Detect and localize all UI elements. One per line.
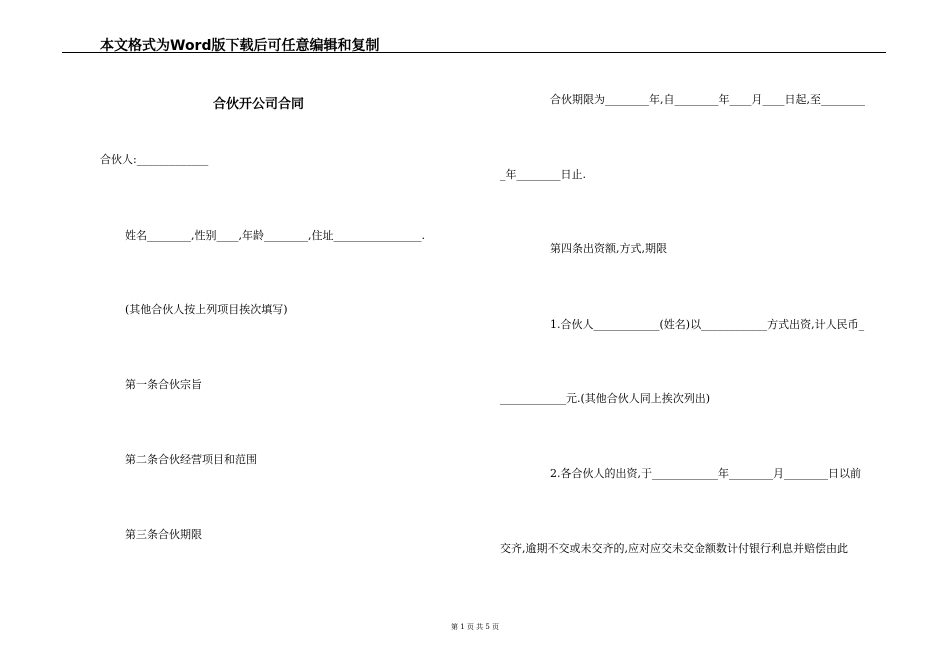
article-1-heading: 第一条合伙宗旨 — [125, 378, 202, 391]
other-partners-note: (其他合伙人按上列项目挨次填写) — [125, 303, 288, 316]
partner-line: 合伙人:_____________ — [100, 153, 209, 166]
article-3-heading: 第三条合伙期限 — [125, 528, 202, 541]
header-divider — [62, 52, 886, 53]
header-text: 本文格式为Word版下载后可任意编辑和复制 — [100, 38, 380, 54]
article-2-heading: 第二条合伙经营项目和范围 — [125, 453, 257, 466]
deadline-line-1: 2.各合伙人的出资,于____________年________月________日以前 — [550, 467, 861, 480]
contribution-line-1: 1.合伙人____________(姓名)以____________方式出资,计人民币_ — [550, 318, 865, 331]
contribution-line-2: ____________元.(其他合伙人同上挨次列出) — [500, 392, 711, 405]
document-title: 合伙开公司合同 — [213, 97, 305, 112]
page-footer: 第 1 页 共 5 页 — [450, 623, 500, 631]
term-line-1: 合伙期限为________年,自________年____月____日起,至________ — [550, 93, 865, 106]
article-4-heading: 第四条出资额,方式,期限 — [550, 242, 667, 255]
term-line-2: _年________日止. — [500, 168, 586, 181]
deadline-line-2: 交齐,逾期不交或未交齐的,应对应交未交金额数计付银行利息并赔偿由此 — [500, 542, 848, 555]
partner-details-line: 姓名________,性别____,年龄________,住址________________. — [125, 229, 425, 242]
